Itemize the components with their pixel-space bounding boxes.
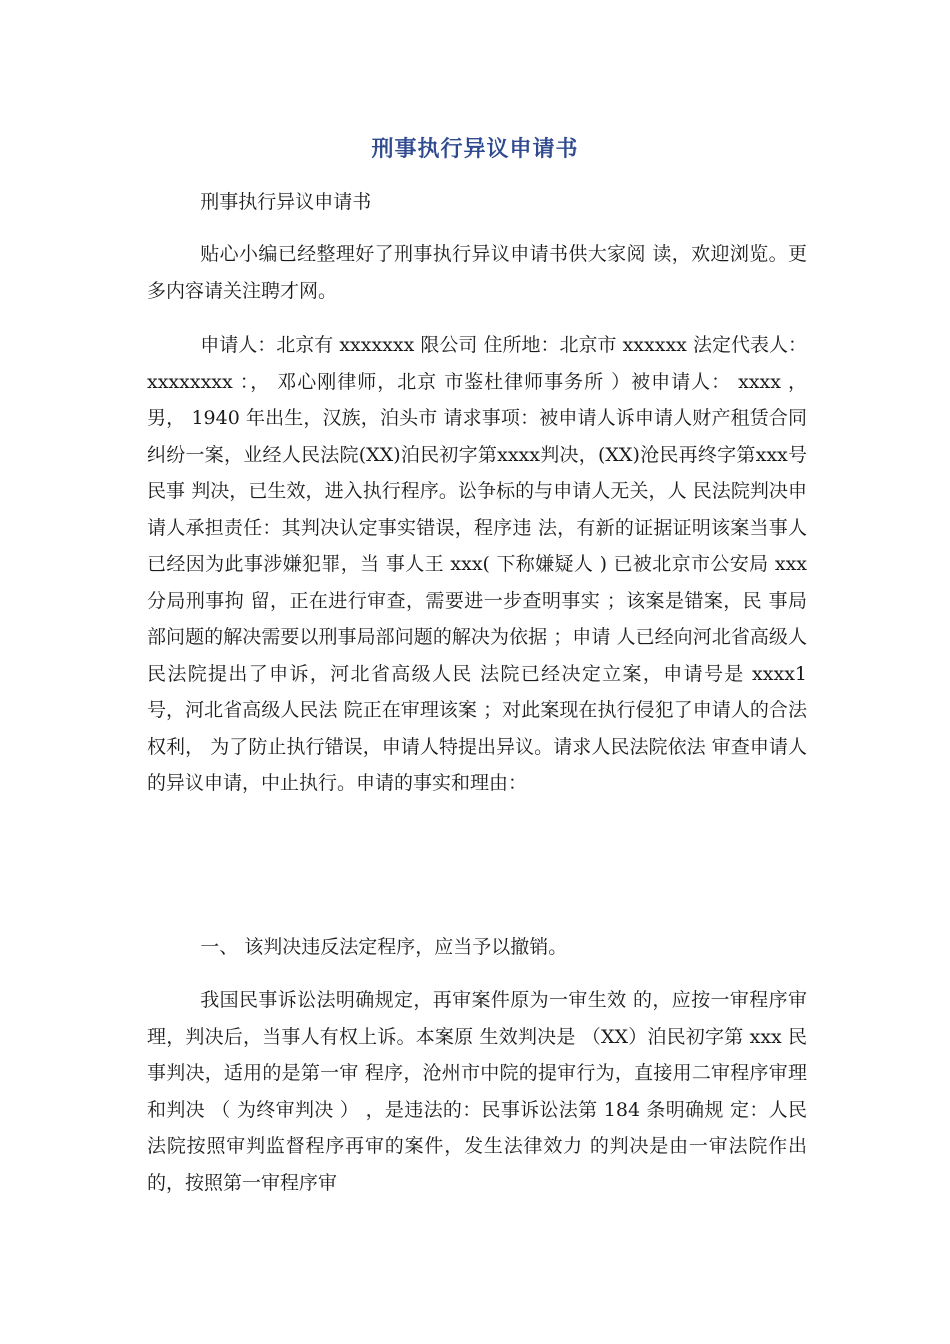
subtitle-paragraph: 刑事执行异议申请书 [200,191,372,213]
section-1-body-paragraph: 我国民事诉讼法明确规定，再审案件原为一审生效 的，应按一审程序审理，判决后，当事人有权上诉。本案原 生效判决是 （XX）泊民初字第 xxx 民事判决，适用的是第一审 程序，沧州市中院的提审行为，直接用二审程序审理和判决 （ 为终审判决 ） ，是违法的：民事诉讼法第 184 条明确规 定：人民法院按照审判监督程序再审的案件，发生法律效力 的判决是由一审法院作出的，按照第一审程序审 [147,989,807,1194]
document-title: 刑事执行异议申请书 [371,137,579,162]
section-heading-1: 一、 该判决违反法定程序，应当予以撤销。 [200,936,568,958]
intro-paragraph: 贴心小编已经整理好了刑事执行异议申请书供大家阅 读，欢迎浏览。更多内容请关注聘才网。 [147,243,807,302]
application-body-paragraph: 申请人：北京有 xxxxxxx 限公司 住所地：北京市 xxxxxx 法定代表人： xxxxxxxx ：， 邓心刚律师，北京 市鉴杜律师事务所 ）被申请人： xxxx ，男， 1940 年出生，汉族，泊头市 请求事项：被申请人诉申请人财产租赁合同纠纷一案，业经人民法院(XX)泊民初字第xxxx判决，(XX)沧民再终字第xxx号民事 判决，已生效，进入执行程序。讼争标的与申请人无关，人 民法院判决申请人承担责任：其判决认定事实错误，程序违 法，有新的证据证明该案当事人已经因为此事涉嫌犯罪，当 事人王 xxx( 下称嫌疑人 ) 已被北京市公安局 xxx 分局刑事拘 留，正在进行审查，需要进一步查明事实 ；该案是错案，民 事局部问题的解决需要以刑事局部问题的解决为依据 ；申请 人已经向河北省高级人民法院提出了申诉，河北省高级人民 法院已经决定立案，申请号是 xxxx1 号，河北省高级人民法 院正在审理该案 ；对此案现在执行侵犯了申请人的合法权利， 为了防止执行错误，申请人特提出异议。请求人民法院依法 审查申请人的异议申请，中止执行。申请的事实和理由： [147,334,807,794]
